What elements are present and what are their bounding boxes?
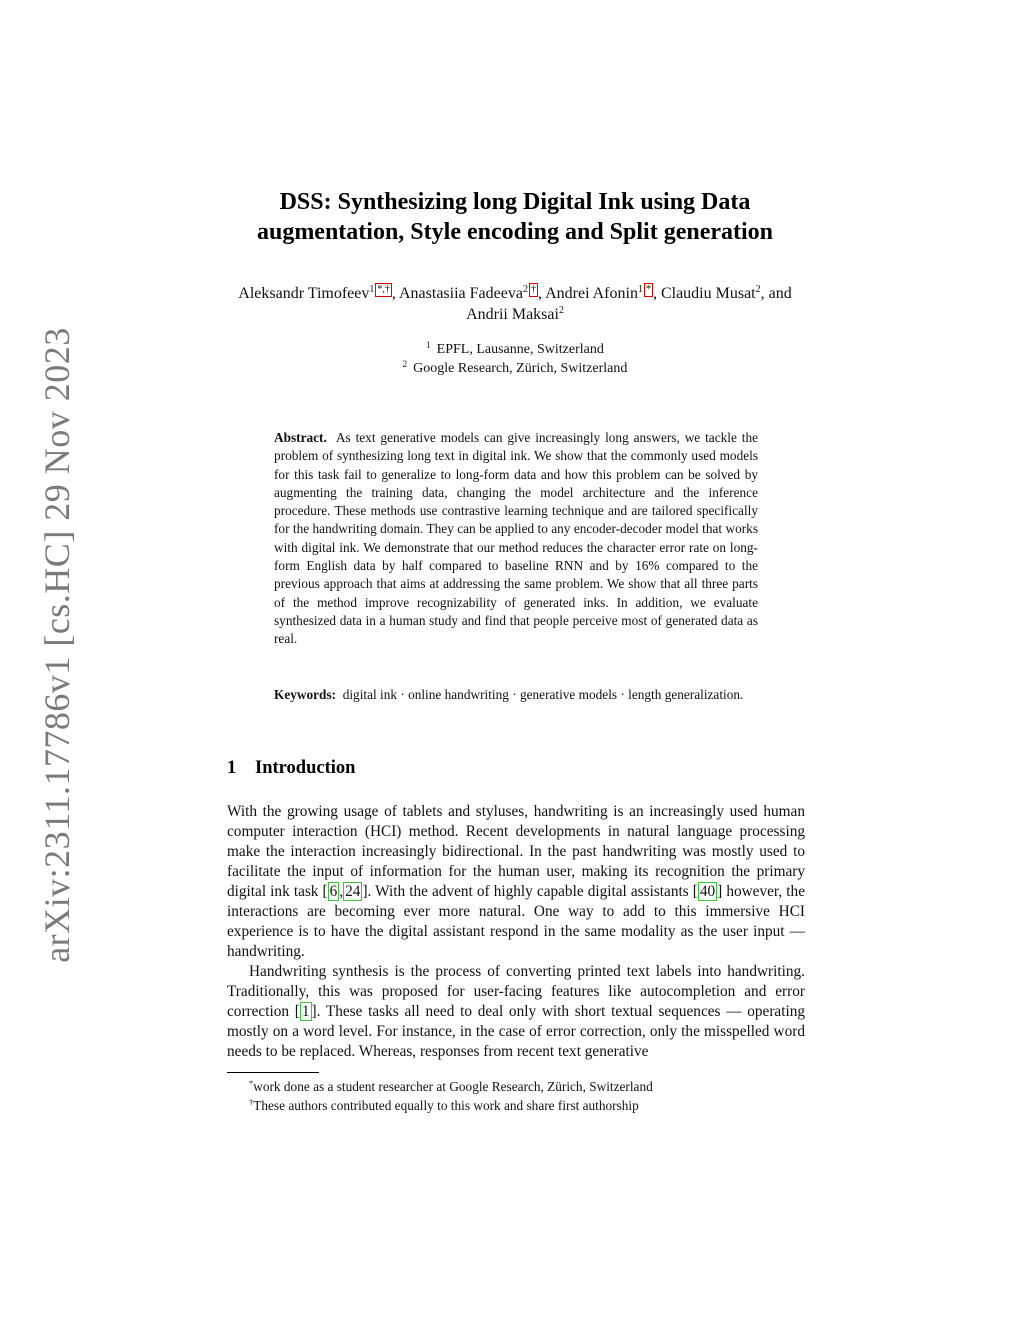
abstract-label: Abstract. bbox=[274, 430, 327, 445]
affil-mark: 2 bbox=[558, 305, 564, 316]
author-name: Andrii Maksai bbox=[466, 306, 559, 323]
footnote-rule bbox=[227, 1072, 319, 1073]
footnote: †These authors contributed equally to this work and share first authorship bbox=[249, 1097, 639, 1113]
section-number: 1 bbox=[227, 758, 237, 778]
affil-mark: 1 bbox=[637, 284, 643, 295]
keywords-text: digital ink · online handwriting · generative models · length generalization. bbox=[342, 687, 744, 702]
affiliation: $^1$ EPFL, Lausanne, Switzerland bbox=[426, 340, 604, 357]
affiliations bbox=[300, 340, 730, 378]
affil-mark: 2 bbox=[522, 284, 528, 295]
section-heading bbox=[227, 758, 355, 779]
footnote-link[interactable]: † bbox=[530, 284, 536, 295]
abstract-text: As text generative models can give increasingly long answers, we tackle the problem of synthesizing long text in digital ink. We show that the commonly used models for this task fail to generalize to long-form data and how this problem can be solved by augmenting the training data, changing the model architecture and the inference procedure. These methods use contrastive learning technique and are tailored specifically for the handwriting domain. They can be applied to any encoder-decoder model that works with digital ink. We demonstrate that our method reduces the character error rate on long-form English data by half compared to baseline RNN and by 16% compared to the previous approach that aims at addressing the same problem. We show that all three parts of the method improve recognizability of generated inks. In addition, we evaluate synthesized data in a human study and find that people perceive most of generated data as real. bbox=[274, 430, 758, 647]
citation-link[interactable]: 1 bbox=[301, 1003, 310, 1020]
author-separator: , bbox=[391, 285, 399, 302]
title-line-1: DSS: Synthesizing long Digital Ink using Data bbox=[279, 189, 751, 215]
footnote-link[interactable]: * bbox=[645, 284, 651, 295]
paragraph: With the growing usage of tablets and styluses, handwriting is an increasingly used human computer interaction (HCI) method. Recent developments in natural language processing make the interaction increasingly bidirectional. In the past handwriting was mostly used to facilitate the input of information for the human user, making its recognition the primary digital ink task [ 6 , 24 ]. With the advent of highly capable digital assistants [ 40 ] however, the interactions are becoming ever more natural. One way to add to this immersive HCI experience is to have the digital assistant respond in the same modality as the user input — handwriting. bbox=[227, 803, 805, 960]
author-name: Aleksandr Timofeev bbox=[238, 285, 370, 302]
abstract bbox=[274, 429, 758, 649]
author-name: Anastasiia Fadeeva bbox=[399, 285, 523, 302]
footnote: *work done as a student researcher at Google Research, Zürich, Switzerland bbox=[249, 1078, 653, 1094]
arxiv-stamp bbox=[25, 327, 89, 963]
paragraph: Handwriting synthesis is the process of converting printed text labels into handwriting. Traditionally, this was proposed for user-facing features like autocompletion and error correction [ 1 ]. These tasks all need to deal only with short textual sequences — operating mostly on a word level. For instance, in the case of error correction, only the misspelled word needs to be replaced. Whereas, responses from recent text generative bbox=[227, 963, 806, 1060]
affiliation: $^2$ Google Research, Zürich, Switzerland bbox=[402, 359, 628, 376]
author-separator: , bbox=[537, 285, 546, 302]
affil-mark: 2 bbox=[755, 284, 761, 295]
author-list bbox=[200, 283, 830, 325]
introduction-body bbox=[227, 802, 805, 1062]
keywords-label: Keywords: bbox=[274, 687, 337, 702]
title-line-2: augmentation, Style encoding and Split generation bbox=[256, 219, 774, 245]
section-title: Introduction bbox=[255, 758, 356, 778]
citation-link[interactable]: 6 bbox=[329, 883, 338, 900]
paper-title bbox=[180, 187, 850, 247]
arxiv-id: arXiv:2311.17786v1 [cs.HC] 29 Nov 2023 bbox=[37, 327, 78, 963]
author-separator: , and bbox=[760, 285, 792, 302]
citation-link[interactable]: 40 bbox=[699, 883, 716, 900]
footnote-link[interactable]: *,† bbox=[377, 284, 390, 295]
author-separator: , bbox=[652, 285, 661, 302]
author-name: Andrei Afonin bbox=[545, 285, 638, 302]
author-name: Claudiu Musat bbox=[660, 285, 756, 302]
affil-mark: 1 bbox=[369, 284, 375, 295]
citation-link[interactable]: 24 bbox=[345, 883, 361, 900]
footnotes bbox=[249, 1077, 809, 1115]
keywords bbox=[274, 686, 758, 704]
